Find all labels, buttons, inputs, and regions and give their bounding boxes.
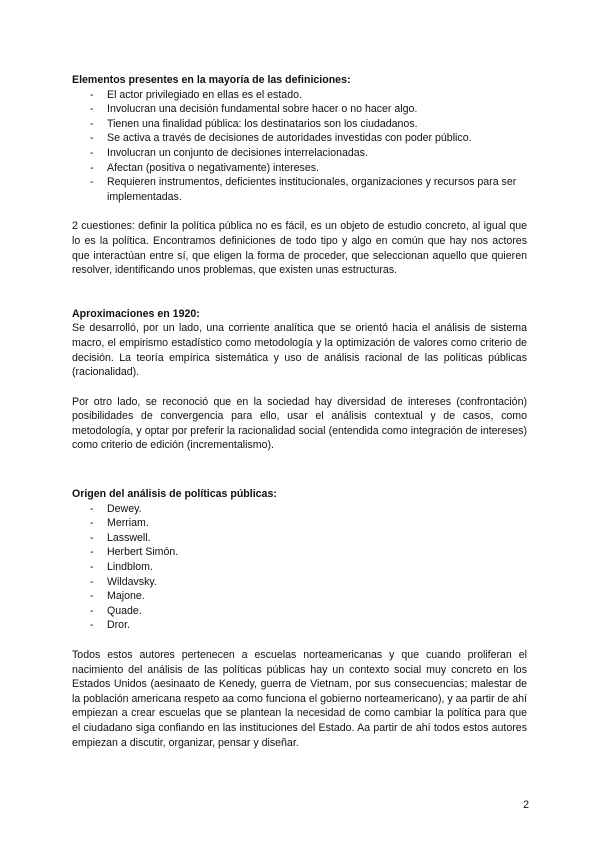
list-item: - Quade. [72,604,527,619]
paragraph-autores: Todos estos autores pertenecen a escuelas norteamericanas y que cuando proliferan el nacimiento del análisis de las políticas públicas hay un contexto social muy concreto en los Estados Unidos (aesinaato de Kenedy, guerra de Vietnam, por sus consecuencias; malestar de la población americana respeto aa como funciona el gobierno norteamericano), y aa partir de ahí empiezan a crear escuelas que se plantean la necesidad de como cambiar la política para que el ciudadano siga confiando en las instituciones del Estado. Aa partir de ahí todos estos autores empiezan a discutir, organizar, pensar y diseñar. [72,649,527,749]
list-item: - Herbert Simón. [72,545,527,560]
section-heading-definiciones: Elementos presentes en la mayoría de las definiciones: [72,74,351,86]
list-item: - El actor privilegiado en ellas es el estado. [72,88,527,103]
list-item: - Dewey. [72,502,527,517]
page-number: 2 [523,799,529,811]
autores-list [72,502,527,633]
list-item: - Tienen una finalidad pública: los destinatarios son los ciudadanos. [72,117,527,132]
list-item: - Majone. [72,589,527,604]
list-item: - Lasswell. [72,531,527,546]
list-item: - Afectan (positiva o negativamente) intereses. [72,161,527,176]
section-heading-origen: Origen del análisis de políticas públicas: [72,488,277,501]
list-item: - Requieren instrumentos, deficientes institucionales, organizaciones y recursos para ser implementadas. [72,175,527,204]
list-item: - Involucran un conjunto de decisiones interrelacionadas. [72,146,527,161]
list-item: - Lindblom. [72,560,527,575]
definiciones-list [72,88,527,205]
paragraph-otro-lado: Por otro lado, se reconoció que en la sociedad hay diversidad de intereses (confrontación) posibilidades de convergencia para ello, usar el análisis contextual y de casos, como metodología, y optar por preferir la racionalidad social (entendida como integración de intereses) como criterio de edición (incrementalismo). [72,395,527,452]
list-item: - Se activa a través de decisiones de autoridades investidas con poder público. [72,131,527,146]
page-content [72,73,527,750]
paragraph-cuestiones: 2 cuestiones: definir la política pública no es fácil, es un objeto de estudio concreto, al igual que lo es la política. Encontramos definiciones de todo tipo y algo en común que hay nos actores que interactúan entre sí, que eligen la forma de proceder, que seleccionan aquello que quieren resolver, identificando unos problemas, que existen unas estructuras. [72,220,527,277]
list-item: - Merriam. [72,516,527,531]
paragraph-corriente-analitica: Se desarrolló, por un lado, una corriente analítica que se orientó hacia el análisis de sistema macro, el empirismo estadístico como metodología y la optimización de valores como criterio de decisión. La teoría empírica sistemática y uso de análisis racional de las políticas públicas (racionalidad). [72,322,527,379]
list-item: - Dror. [72,618,527,633]
list-item: - Involucran una decisión fundamental sobre hacer o no hacer algo. [72,102,527,117]
section-heading-aproximaciones: Aproximaciones en 1920: [72,307,200,320]
list-item: - Wildavsky. [72,575,527,590]
